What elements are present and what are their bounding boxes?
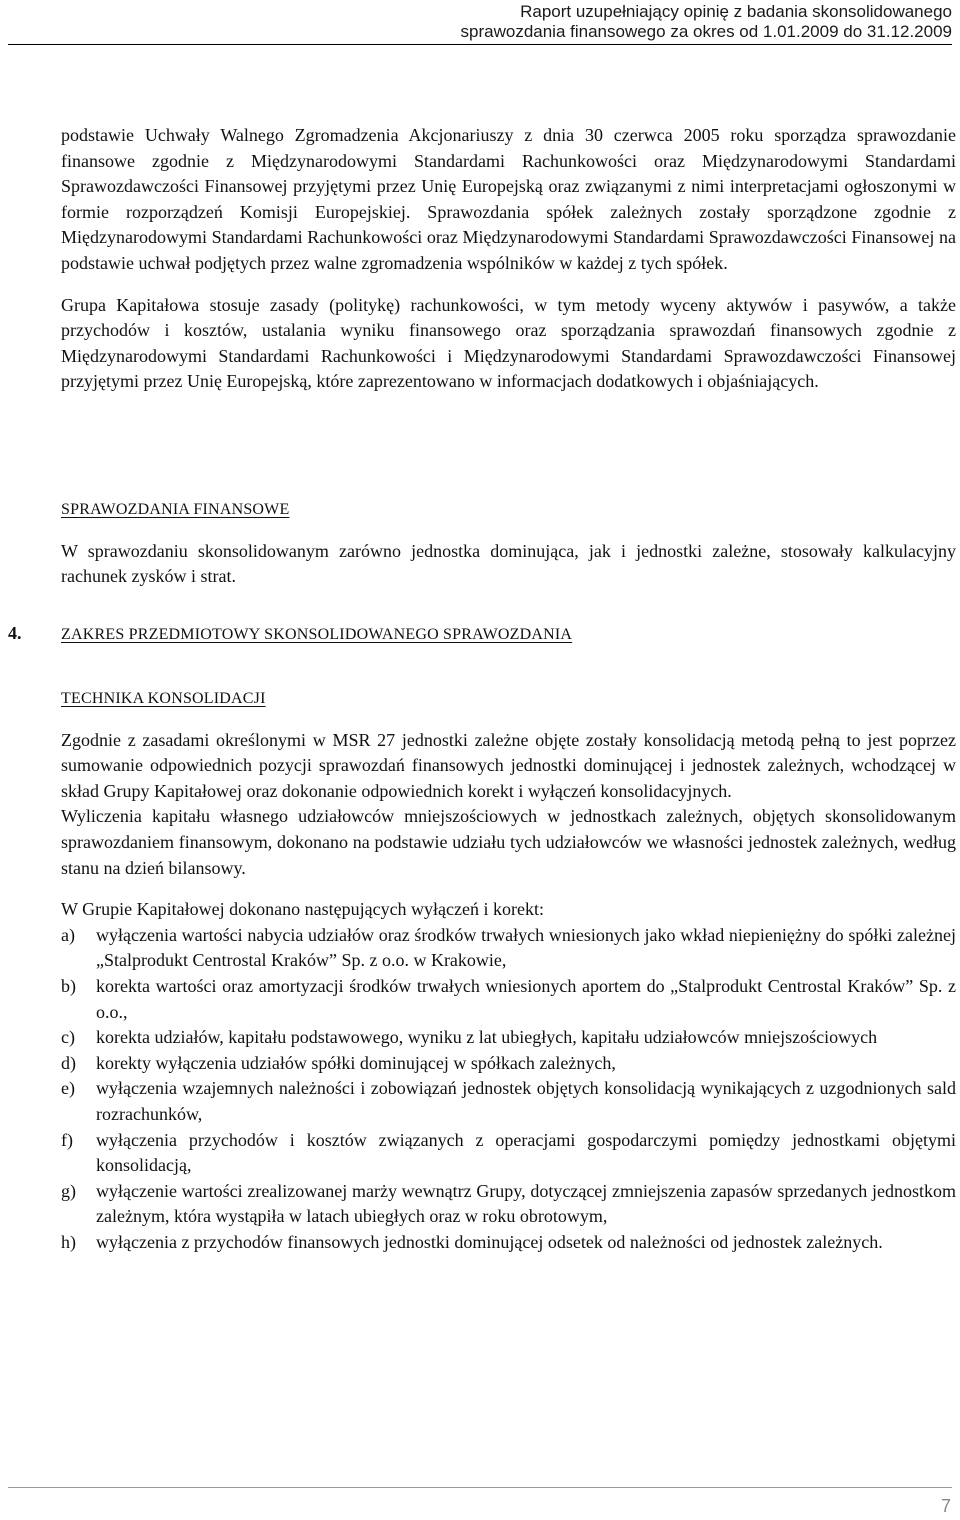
list-marker: f) [61,1129,73,1150]
financial-statements-heading: SPRAWOZDANIA FINANSOWE [61,501,290,518]
list-item [61,974,956,1025]
page-number: 7 [940,1496,951,1516]
consolidation-heading: TECHNIKA KONSOLIDACJI [61,690,266,707]
consolidation-paragraph-2: Wyliczenia kapitału własnego udziałowców mniejszościowych w jednostkach zależnych, objętych skonsolidowanym sprawozdaniem finansowym, dokonano na podstawie udziału tych udziałowców we własności jednostek zależnych, według stanu na dzień bilansowy. [61,806,956,878]
list-item-text: wyłączenia z przychodów finansowych jednostki dominującej odsetek od należności od jednostek zależnych. [96,1231,883,1252]
financial-statements-text: W sprawozdaniu skonsolidowanym zarówno jednostka dominująca, jak i jednostki zależne, stosowały kalkulacyjny rachunek zysków i strat. [61,540,956,587]
list-item [61,1179,956,1230]
list-marker: c) [61,1027,75,1048]
list-item [61,1025,956,1051]
exclusions-intro: W Grupie Kapitałowej dokonano następujących wyłączeń i korekt: [61,899,545,920]
consolidation-paragraph-1: Zgodnie z zasadami określonymi w MSR 27 jednostki zależne objęte zostały konsolidacją metodą pełną to jest poprzez sumowanie odpowiednich pozycji sprawozdań finansowych jednostki dominującej i jednostek zależnych, wchodzącej w skład Grupy Kapitałowej oraz dokonanie odpowiednich korekt i wyłączeń konsolidacyjnych. [61,729,956,801]
list-marker: e) [61,1078,75,1099]
list-item-text: wyłączenia wartości nabycia udziałów oraz środków trwałych wniesionych jako wkład niepieniężny do spółki zależnej „Stalprodukt Centrostal Kraków” Sp. z o.o. w Krakowie, [96,924,956,971]
list-item-text: korekty wyłączenia udziałów spółki dominującej w spółkach zależnych, [96,1052,616,1073]
running-header [352,2,952,42]
list-item-text: wyłączenia wzajemnych należności i zobowiązań jednostek objętych konsolidacją wynikających z uzgodnionych sald rozrachunków, [96,1078,956,1124]
section-4-heading [8,623,572,644]
header-line-1: Raport uzupełniający opinię z badania skonsolidowanego [520,2,952,21]
list-marker: a) [61,924,75,945]
financial-statements-block [61,497,956,606]
list-item-text: korekta udziałów, kapitału podstawowego, wyniku z lat ubiegłych, kapitału udziałowców mniejszościowych [96,1027,878,1048]
list-item [61,1051,956,1077]
list-marker: h) [61,1231,76,1252]
paragraph-accounting-policy: Grupa Kapitałowa stosuje zasady (politykę) rachunkowości, w tym metody wyceny aktywów i pasywów, a także przychodów i kosztów, ustalania wyniku finansowego oraz sporządzania sprawozdań finansowych zgodnie z Międzynarodowymi Standardami Rachunkowości i Międzynarodowymi Standardami Sprawozdawczości Finansowej przyjętymi przez Unię Europejską, które zaprezentowano w informacjach dodatkowych i objaśniających. [61,294,956,392]
section-title: ZAKRES PRZEDMIOTOWY SKONSOLIDOWANEGO SPRAWOZDANIA [61,626,573,643]
list-marker: g) [61,1180,76,1201]
footer-divider [8,1487,952,1488]
section-number: 4. [8,623,22,643]
top-text-block [61,123,956,411]
list-item [61,1128,956,1179]
header-line-2: sprawozdania finansowego za okres od 1.01.2009 do 31.12.2009 [460,22,952,41]
list-marker: d) [61,1052,76,1073]
paragraph-ifrs-basis: podstawie Uchwały Walnego Zgromadzenia Akcjonariuszy z dnia 30 czerwca 2005 roku sporządza sprawozdanie finansowe zgodnie z Międzynarodowymi Standardami Rachunkowości oraz Międzynarodowymi Standardami Sprawozdawczości Finansowej przyjętymi przez Unię Europejską oraz związanymi z nimi interpretacjami ogłoszonymi w formie rozporządzeń Komisji Europejskiej. Sprawozdania spółek zależnych zostały sporządzone zgodnie z Międzynarodowymi Standardami Rachunkowości oraz Międzynarodowymi Standardami Sprawozdawczości Finansowej na podstawie uchwał podjętych przez walne zgromadzenia wspólników w każdej z tych spółek. [61,125,956,273]
list-item [61,1230,956,1256]
list-item [61,1076,956,1127]
list-item-text: korekta wartości oraz amortyzacji środków trwałych wniesionych aportem do „Stalprodukt Centrostal Kraków” Sp. z o.o., [96,975,956,1022]
list-item-text: wyłączenia przychodów i kosztów związanych z operacjami gospodarczymi pomiędzy jednostkami objętymi konsolidacją, [96,1129,956,1176]
exclusions-list [61,923,956,1256]
list-item [61,923,956,974]
list-item-text: wyłączenie wartości zrealizowanej marży wewnątrz Grupy, dotyczącej zmniejszenia zapasów sprzedanych jednostkom zależnym, która wystąpiła w latach ubiegłych oraz w roku obrotowym, [96,1180,956,1227]
list-marker: b) [61,975,76,996]
consolidation-block [61,686,956,1255]
header-divider [8,44,952,45]
